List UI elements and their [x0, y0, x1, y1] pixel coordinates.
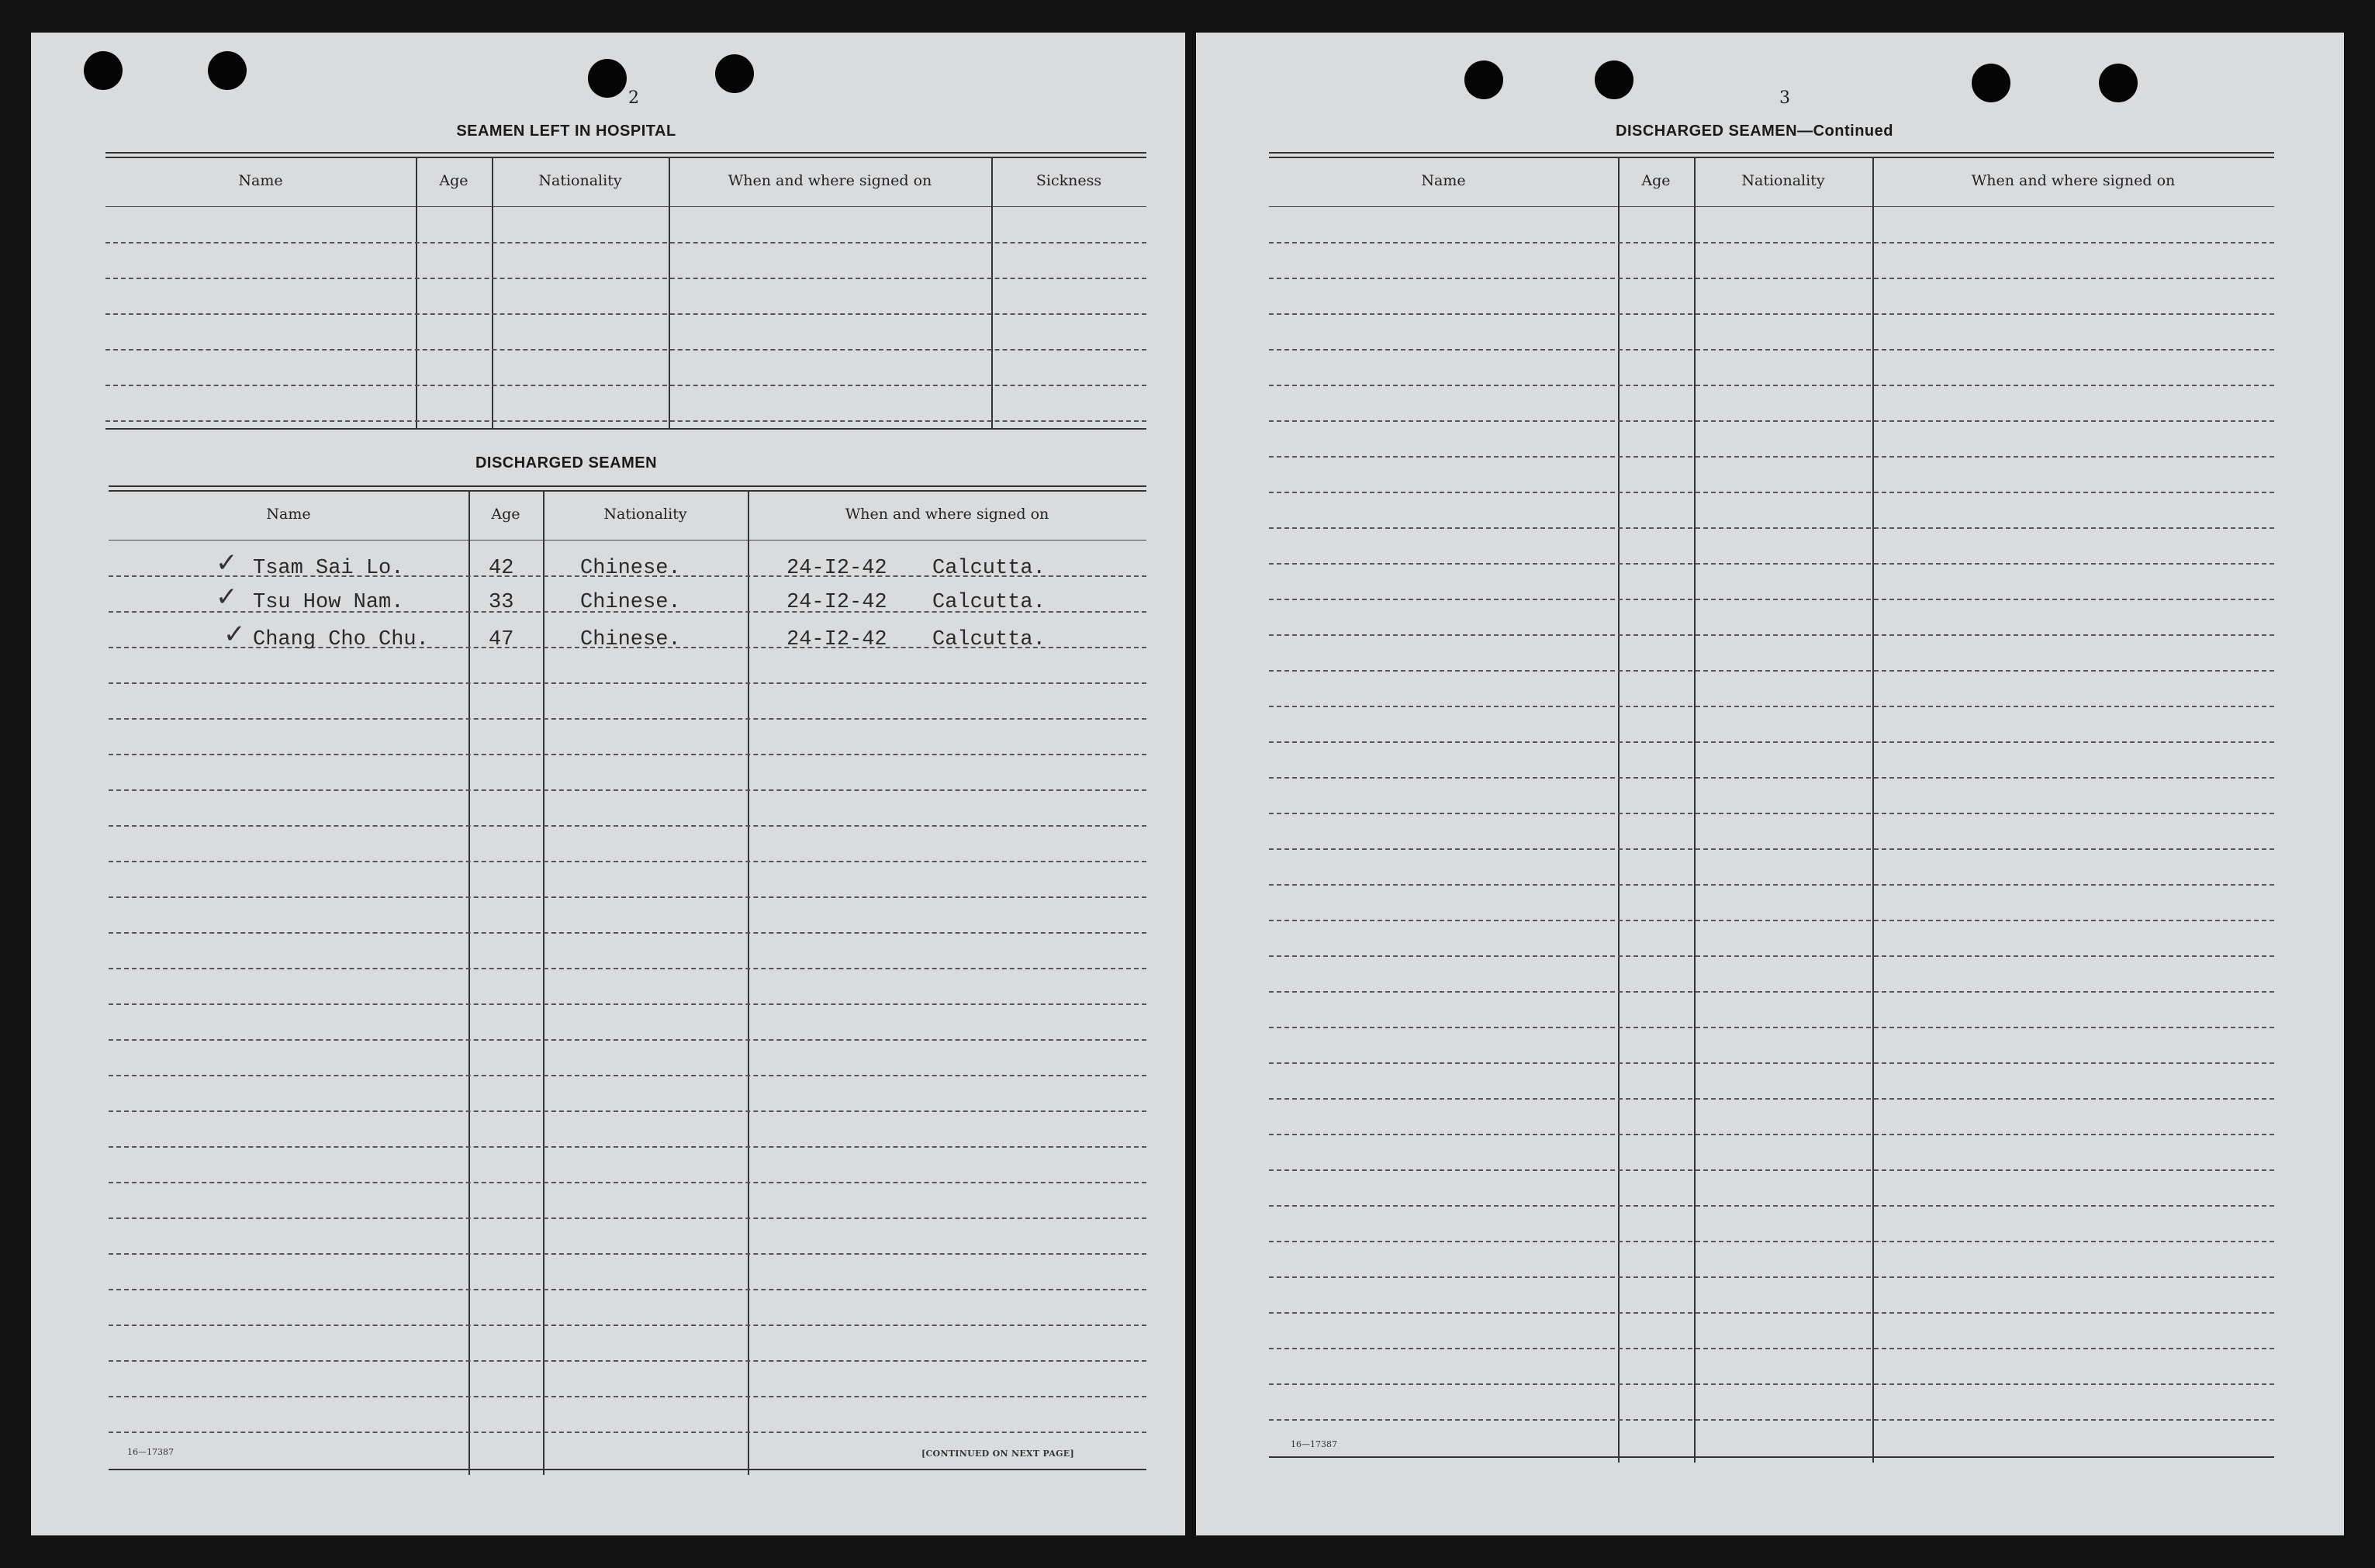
signed-on-date: 24-I2-42 [786, 628, 887, 651]
punch-hole [1464, 60, 1503, 99]
discharged-table [109, 485, 1146, 1478]
col-header-signed-on: When and where signed on [845, 506, 1049, 523]
col-header-name: Name [1421, 172, 1466, 189]
discharged-section-title: DISCHARGED SEAMEN [475, 454, 658, 471]
hospital-section-title: SEAMEN LEFT IN HOSPITAL [456, 123, 676, 140]
seaman-age: 47 [489, 628, 514, 651]
page-number: 3 [1779, 88, 1790, 108]
punch-hole [208, 51, 247, 90]
page-number: 2 [628, 88, 639, 108]
discharged-continued-table [1269, 152, 2274, 1470]
discharged-continued-title [1522, 123, 1987, 140]
col-header-name: Name [238, 172, 283, 189]
seaman-name: Tsu How Nam. [253, 591, 404, 614]
left-page [31, 33, 1185, 1535]
check-mark-icon: ✓ [223, 619, 246, 650]
punch-hole [1972, 64, 2010, 102]
col-header-nationality: Nationality [538, 172, 622, 189]
signed-on-date: 24-I2-42 [786, 591, 887, 614]
seaman-age: 33 [489, 591, 514, 614]
col-header-age: Age [1641, 172, 1671, 189]
signed-on-place: Calcutta. [932, 557, 1046, 580]
col-header-age: Age [439, 172, 468, 189]
hospital-table [105, 152, 1146, 462]
punch-hole [84, 51, 123, 90]
punch-hole [1595, 60, 1633, 99]
form-code: 16—17387 [1291, 1439, 1337, 1449]
seaman-age: 42 [489, 557, 514, 580]
right-page [1196, 33, 2344, 1535]
signed-on-place: Calcutta. [932, 628, 1046, 651]
seaman-name: Chang Cho Chu. [253, 628, 429, 651]
punch-hole [2099, 64, 2138, 102]
col-header-age: Age [491, 506, 520, 523]
seaman-nationality: Chinese. [580, 557, 681, 580]
check-mark-icon: ✓ [216, 547, 238, 579]
col-header-nationality: Nationality [1741, 172, 1825, 189]
col-header-signed-on: When and where signed on [728, 172, 932, 189]
col-header-signed-on: When and where signed on [1971, 172, 2176, 189]
form-code: 16—17387 [127, 1447, 174, 1457]
col-header-name: Name [266, 506, 311, 523]
seaman-nationality: Chinese. [580, 591, 681, 614]
signed-on-date: 24-I2-42 [786, 557, 887, 580]
punch-hole [715, 54, 754, 93]
continued-note: [CONTINUED ON NEXT PAGE] [921, 1449, 1074, 1459]
col-header-nationality: Nationality [603, 506, 687, 523]
section-title-main: DISCHARGED SEAMEN [1616, 123, 1798, 140]
signed-on-place: Calcutta. [932, 591, 1046, 614]
check-mark-icon: ✓ [216, 582, 238, 613]
seaman-nationality: Chinese. [580, 628, 681, 651]
col-header-sickness: Sickness [1035, 172, 1102, 189]
section-title-suffix: —Continued [1797, 123, 1893, 140]
seaman-name: Tsam Sai Lo. [253, 557, 404, 580]
punch-hole [588, 59, 627, 98]
